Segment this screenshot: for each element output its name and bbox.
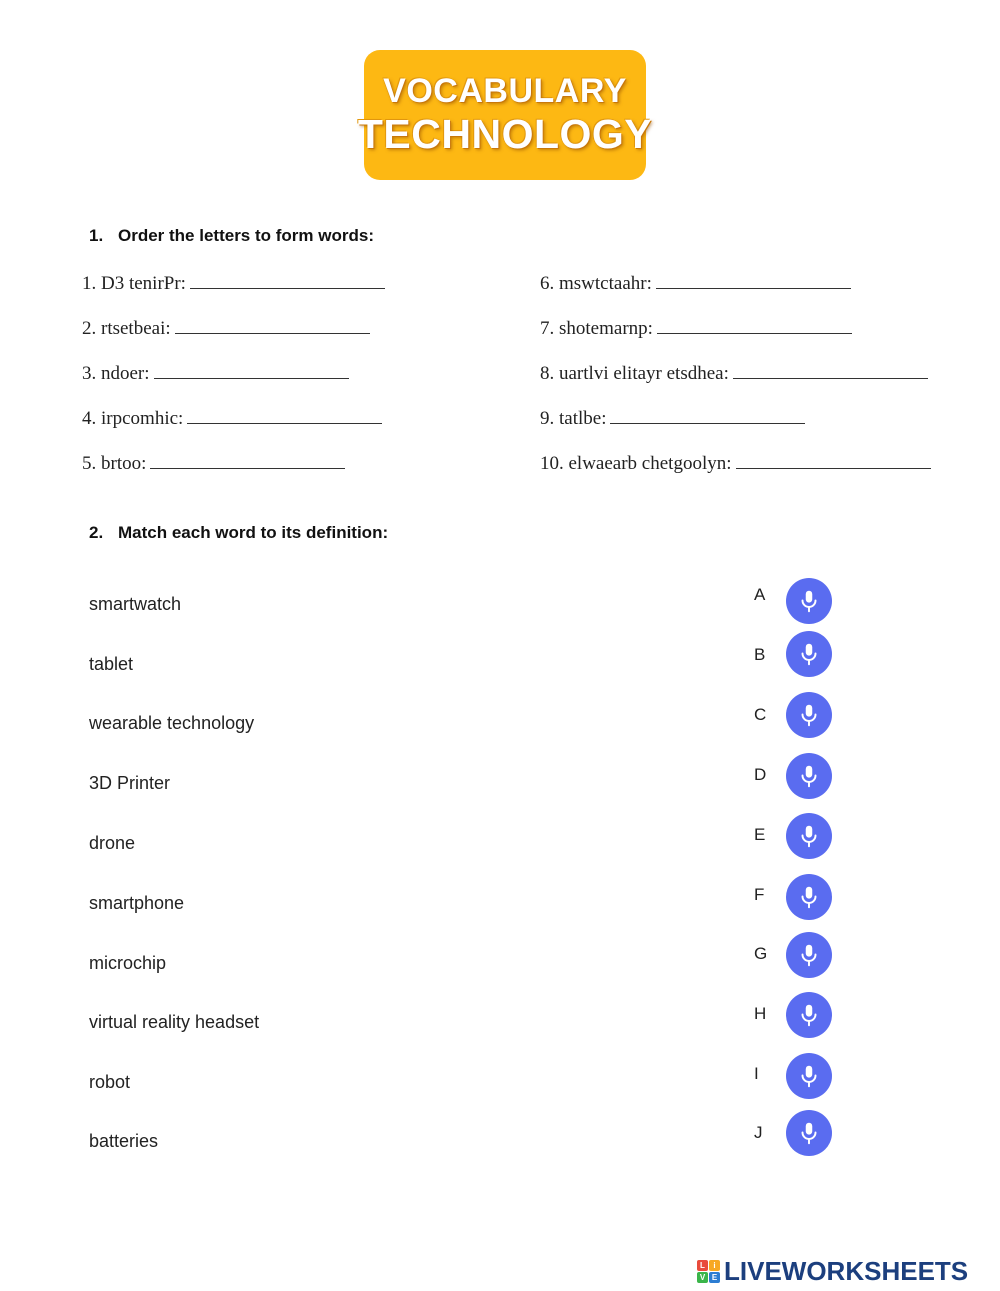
microphone-button[interactable] [786,1110,832,1156]
microphone-icon [796,1002,822,1028]
scramble-label: 7. shotemarnp: [540,318,653,339]
match-word: smartwatch [89,594,182,614]
microphone-button[interactable] [786,992,832,1038]
section1-heading [89,226,374,246]
match-word: tablet [89,654,134,674]
definition-letter: A [754,585,766,604]
match-word: smartphone [89,893,185,913]
scramble-label: 2. rtsetbeai: [82,318,171,339]
answer-blank[interactable] [733,362,928,379]
match-word: virtual reality headset [89,1012,260,1032]
answer-blank[interactable] [657,317,852,334]
scramble-label: 3. ndoer: [82,363,150,384]
scramble-label: 5. brtoo: [82,453,147,474]
logo-mark-tile: E [709,1272,720,1283]
microphone-icon [796,763,822,789]
match-word: drone [89,833,136,853]
logo-text: LIVEWORKSHEETS [724,1255,969,1286]
match-word: robot [89,1072,131,1092]
section1-heading-text: Order the letters to form words: [118,226,374,245]
answer-blank[interactable] [187,407,382,424]
answer-blank[interactable] [190,272,385,289]
definition-letter: H [754,1004,767,1023]
section1-number: 1. [89,226,104,245]
title-banner [357,50,653,180]
definition-letter: E [754,825,766,844]
scramble-item [82,452,345,475]
scramble-item [82,407,382,430]
microphone-button[interactable] [786,692,832,738]
microphone-button[interactable] [786,813,832,859]
title-vocabulary: VOCABULARY [383,71,627,110]
answer-blank[interactable] [150,452,345,469]
liveworksheets-logo [697,1256,968,1286]
answer-blank[interactable] [175,317,370,334]
logo-mark-icon [697,1260,720,1283]
microphone-icon [796,702,822,728]
scramble-label: 6. mswtctaahr: [540,273,652,294]
microphone-button[interactable] [786,578,832,624]
match-word: batteries [89,1131,159,1151]
scramble-label: 8. uartlvi elitayr etsdhea: [540,363,729,384]
scramble-item [540,272,851,295]
microphone-icon [796,641,822,667]
answer-blank[interactable] [736,452,931,469]
scramble-label: 9. tatlbe: [540,408,607,429]
microphone-icon [796,942,822,968]
microphone-icon [796,884,822,910]
microphone-button[interactable] [786,932,832,978]
section2-heading-text: Match each word to its definition: [118,523,389,542]
scramble-label: 10. elwaearb chetgoolyn: [540,453,732,474]
microphone-icon [796,1063,822,1089]
definition-letter: I [754,1064,759,1083]
definition-letter: G [754,944,768,963]
definition-letter: D [754,765,767,784]
microphone-button[interactable] [786,1053,832,1099]
logo-mark-tile: L [697,1260,708,1271]
definition-letter: B [754,645,766,664]
answer-blank[interactable] [154,362,349,379]
match-word: 3D Printer [89,773,171,793]
answer-blank[interactable] [610,407,805,424]
title-technology: TECHNOLOGY [357,111,653,158]
match-word: microchip [89,953,167,973]
microphone-icon [796,1120,822,1146]
microphone-button[interactable] [786,874,832,920]
scramble-item [82,272,385,295]
definition-letter: F [754,885,765,904]
microphone-button[interactable] [786,631,832,677]
microphone-icon [796,588,822,614]
section2-number: 2. [89,523,104,542]
definition-letter: C [754,705,767,724]
section2-heading [89,523,388,543]
scramble-item [82,362,349,385]
scramble-label: 4. irpcomhic: [82,408,184,429]
answer-blank[interactable] [656,272,851,289]
scramble-item [540,362,928,385]
microphone-button[interactable] [786,753,832,799]
scramble-item [82,317,370,340]
logo-mark-tile: i [709,1260,720,1271]
scramble-item [540,452,931,475]
microphone-icon [796,823,822,849]
scramble-item [540,317,852,340]
scramble-label: 1. D3 tenirPr: [82,273,186,294]
scramble-item [540,407,805,430]
logo-mark-tile: V [697,1272,708,1283]
definition-letter: J [754,1123,763,1142]
match-word: wearable technology [89,713,255,733]
